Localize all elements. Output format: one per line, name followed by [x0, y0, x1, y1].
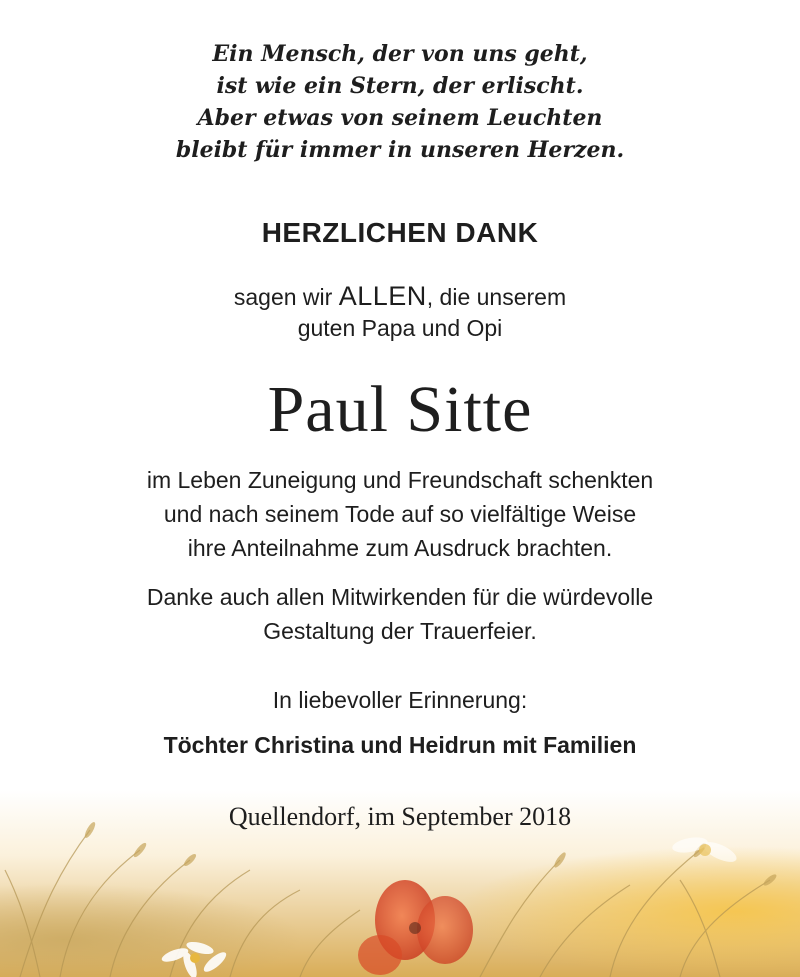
intro-prefix: sagen wir [233, 284, 339, 310]
poem-line: bleibt für immer in unseren Herzen. [175, 137, 625, 163]
paragraph-line: Danke auch allen Mitwirkenden für die würdevolle [146, 584, 654, 610]
family-signature: Töchter Christina und Heidrun mit Familien [163, 732, 637, 758]
paragraph-line: Gestaltung der Trauerfeier. [263, 618, 537, 644]
paragraph-line: im Leben Zuneigung und Freundschaft schenkten [146, 467, 654, 493]
thanks-heading: HERZLICHEN DANK [261, 217, 539, 248]
memorial-poem [0, 38, 800, 166]
intro-line-2: guten Papa und Opi [297, 315, 503, 341]
intro-suffix: , die unserem [426, 284, 567, 310]
deceased-name: Paul Sitte [267, 373, 533, 446]
paragraph-line: und nach seinem Tode auf so vielfältige Weise [163, 501, 637, 527]
memory-line: In liebevoller Erinnerung: [272, 687, 528, 713]
poem-line: ist wie ein Stern, der erlischt. [216, 73, 584, 99]
intro-emphasis: ALLEN [338, 281, 427, 311]
intro-text [0, 281, 800, 344]
thanks-paragraph [0, 463, 800, 565]
intro-line-1 [0, 281, 800, 313]
ceremony-thanks-paragraph [0, 580, 800, 648]
poem-line: Ein Mensch, der von uns geht, [212, 41, 588, 67]
paragraph-line: ihre Anteilnahme zum Ausdruck brachten. [187, 535, 613, 561]
poem-line: Aber etwas von seinem Leuchten [197, 105, 603, 131]
place-date: Quellendorf, im September 2018 [228, 802, 572, 831]
